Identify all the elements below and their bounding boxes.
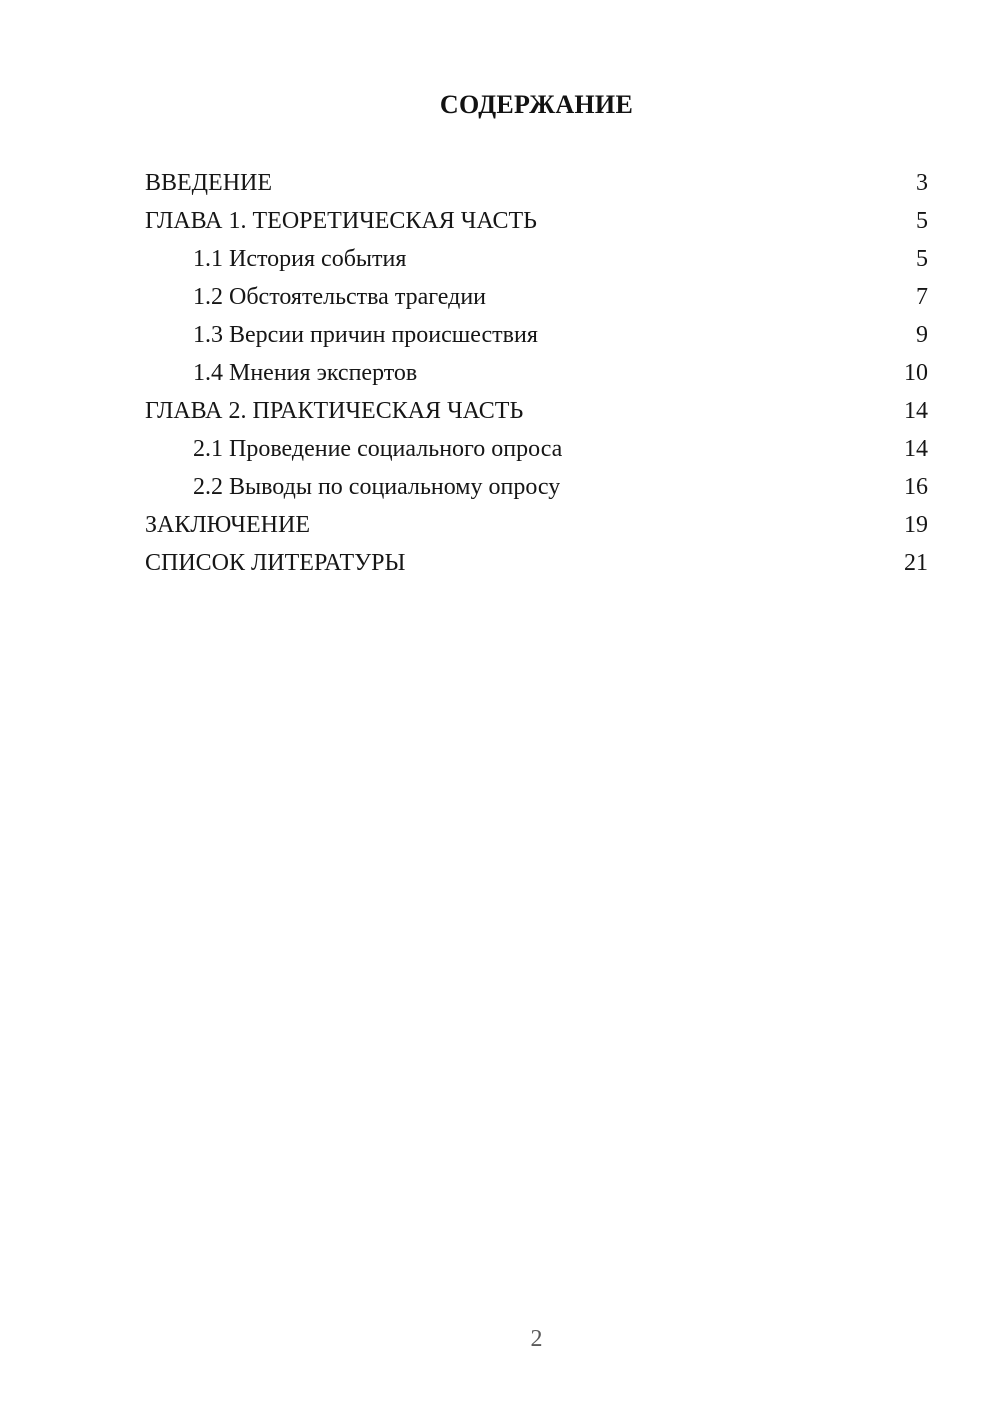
toc-entry [145, 506, 928, 544]
toc-entry-label: 1.3 Версии причин происшествия [193, 322, 538, 348]
toc-entry [145, 240, 928, 278]
toc-entry [145, 354, 928, 392]
table-of-contents [145, 164, 928, 582]
toc-entry-label: 1.4 Мнения экспертов [193, 360, 418, 386]
toc-entry [145, 202, 928, 240]
footer-page-number: 2 [530, 1326, 543, 1352]
toc-entry [145, 316, 928, 354]
toc-entry-label: ГЛАВА 1. ТЕОРЕТИЧЕСКАЯ ЧАСТЬ [145, 208, 537, 234]
toc-entry-page-number: 14 [904, 436, 928, 462]
toc-entry-page-number: 9 [916, 322, 928, 348]
toc-entry-page-number: 10 [904, 360, 928, 386]
toc-entry-page-number: 7 [916, 284, 928, 310]
toc-entry-label: СПИСОК ЛИТЕРАТУРЫ [145, 550, 406, 576]
toc-entry-page-number: 5 [916, 208, 928, 234]
toc-entry [145, 164, 928, 202]
toc-entry-label: 1.1 История события [193, 246, 407, 272]
toc-entry-page-number: 19 [904, 512, 928, 538]
toc-entry [145, 430, 928, 468]
toc-entry [145, 278, 928, 316]
toc-entry-page-number: 14 [904, 398, 928, 424]
toc-entry-page-number: 5 [916, 246, 928, 272]
toc-entry-label: 2.1 Проведение социального опроса [193, 436, 563, 462]
toc-entry [145, 468, 928, 506]
toc-entry-label: ВВЕДЕНИЕ [145, 170, 273, 196]
toc-entry-label: 1.2 Обстоятельства трагедии [193, 284, 487, 310]
toc-entry [145, 392, 928, 430]
toc-entry-page-number: 3 [916, 170, 928, 196]
toc-entry-label: ГЛАВА 2. ПРАКТИЧЕСКАЯ ЧАСТЬ [145, 398, 524, 424]
toc-entry-page-number: 16 [904, 474, 928, 500]
toc-entry-label: 2.2 Выводы по социальному опросу [193, 474, 561, 500]
toc-entry [145, 544, 928, 582]
page-title: СОДЕРЖАНИЕ [439, 90, 634, 119]
toc-entry-label: ЗАКЛЮЧЕНИЕ [145, 512, 310, 538]
toc-entry-page-number: 21 [904, 550, 928, 576]
